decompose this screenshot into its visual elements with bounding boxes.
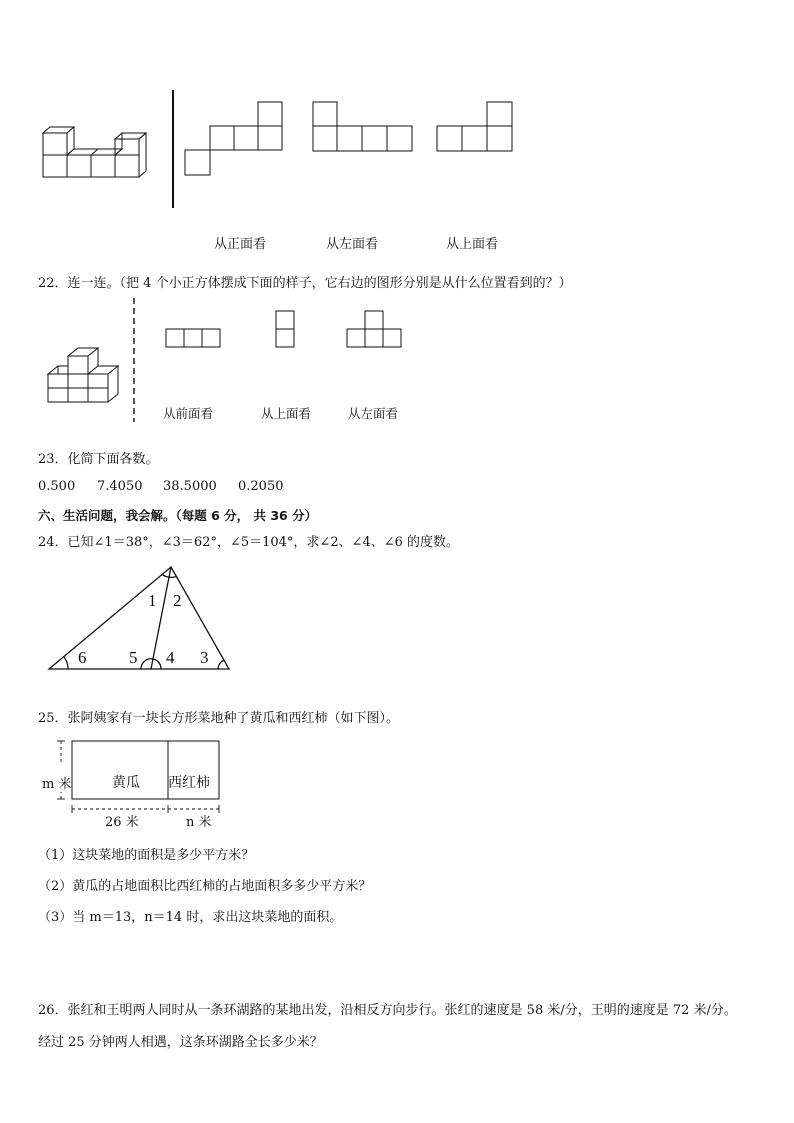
q25-tomato-label: 西红柿: [168, 775, 210, 791]
angle-label-6: 6: [78, 648, 87, 667]
q23-number-4: 0.2050: [238, 479, 284, 494]
angle-label-3: 3: [200, 648, 209, 667]
angle-label-1: 1: [148, 591, 157, 610]
q25-width2-label: n 米: [186, 811, 212, 830]
q25-sub-2: （2）黄瓜的占地面积比西红柿的占地面积多多少平方米？: [38, 879, 372, 894]
q25-sub-3: （3）当 m＝13，n＝14 时，求出这块菜地的面积。: [38, 910, 343, 925]
q21-view-label-left: 从左面看: [326, 237, 379, 252]
q22-view-a: [165, 328, 223, 350]
q22-view-label-top: 从上面看: [261, 406, 312, 421]
q22-cube-figure: [44, 346, 126, 408]
q25-question: 25．张阿姨家有一块长方形菜地种了黄瓜和西红柿（如下图）。: [38, 711, 400, 726]
q25-sub-1: （1）这块菜地的面积是多少平方米？: [38, 848, 255, 863]
q21-divider: [172, 90, 174, 208]
q22-question: 22．连一连。（把 4 个小正方体摆成下面的样子，它右边的图形分别是从什么位置看到的？）: [38, 276, 572, 291]
q22-view-c: [346, 310, 404, 350]
q26-line-2: 经过 25 分钟两人相遇，这条环湖路全长多少米？: [38, 1035, 323, 1050]
q23-number-2: 7.4050: [97, 479, 143, 494]
q21-view-label-top: 从上面看: [446, 237, 499, 252]
q21-view-c: [436, 101, 514, 153]
q25-cucumber-label: 黄瓜: [112, 775, 140, 791]
section-heading: 六、生活问题，我会解。（每题 6 分， 共 36 分）: [38, 508, 318, 523]
angle-label-4: 4: [166, 648, 175, 667]
q22-view-label-front: 从前面看: [163, 406, 214, 421]
angle-label-5: 5: [129, 648, 138, 667]
q23-number-3: 38.5000: [163, 479, 217, 494]
q25-width1-label: 26 米: [105, 811, 139, 830]
q26-line-1: 26．张红和王明两人同时从一条环湖路的某地出发，沿相反方向步行。张红的速度是 58 米/分，王明的速度是 72 米/分。: [38, 1003, 737, 1018]
q23-number-1: 0.500: [38, 479, 76, 494]
q24-question: 24．已知∠1＝38°，∠3＝62°，∠5＝104°，求∠2、∠4、∠6 的度数。: [38, 535, 460, 550]
q21-view-label-front: 从正面看: [214, 237, 267, 252]
q22-dashed-divider: [132, 298, 136, 422]
q25-height-label: m 米: [42, 773, 71, 792]
q21-view-a: [182, 101, 284, 179]
q23-question: 23．化简下面各数。: [38, 452, 159, 467]
q22-view-b: [275, 310, 297, 350]
q21-view-b: [312, 101, 414, 153]
q21-cube-figure: [40, 125, 160, 180]
angle-label-2: 2: [173, 591, 182, 610]
q22-view-label-left: 从左面看: [348, 406, 399, 421]
